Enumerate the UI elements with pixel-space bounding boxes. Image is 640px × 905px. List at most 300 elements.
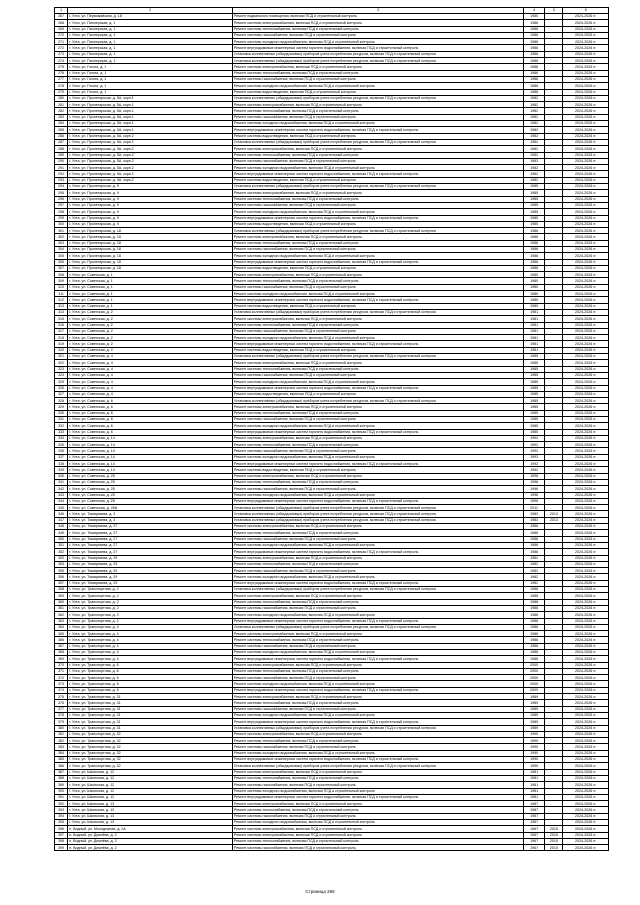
year-built-cell: 1996 <box>524 486 545 492</box>
address-cell: г. Ухта, ул. Пролетарская, д. 9 <box>68 209 233 215</box>
address-cell: г. Ухта, ул. Тимирязева, д. 29 <box>68 555 233 561</box>
row-number-cell: 272 <box>55 45 68 51</box>
year-built-cell: 1989 <box>524 706 545 712</box>
address-cell: г. Ухта, ул. Советская, д. 2 <box>68 347 233 353</box>
period-cell: 2024-2026 гг. <box>563 675 609 681</box>
row-number-cell: 312 <box>55 297 68 303</box>
address-cell: г. Ухта, ул. Советская, д. 6 <box>68 417 233 423</box>
row-number-cell: 366 <box>55 637 68 643</box>
address-cell: г. Ухта, ул. Транспортная, д. 2 <box>68 612 233 618</box>
work-type-cell: Ремонт системы теплоснабжения, включая ПСД и строительный контроль <box>232 442 523 448</box>
work-type-cell: Ремонт системы электроснабжения, включая ПСД и строительный контроль <box>232 234 523 240</box>
work-type-cell: Ремонт системы холодного водоснабжения, включая ПСД и строительный контроль <box>232 39 523 45</box>
row-number-cell: 297 <box>55 202 68 208</box>
address-cell: г. Ухта, ул. Советская, д. 4 <box>68 354 233 360</box>
address-cell: г. Ухта, ул. Советская, д. 14 <box>68 467 233 473</box>
address-cell: г. Ухта, ул. Советская, д. 14 <box>68 454 233 460</box>
year-built-cell: 1982 <box>524 114 545 120</box>
period-cell: 2024-2026 гг. <box>563 820 609 826</box>
work-type-cell: Ремонт системы теплоснабжения, включая ПСД и строительный контроль <box>232 738 523 744</box>
work-type-cell: Установка коллективных (общедомовых) приборов учета потребления ресурсов, включая ПСД и строительный контроль <box>232 58 523 64</box>
period-cell: 2024-2026 гг. <box>563 769 609 775</box>
row-number-cell: 298 <box>55 209 68 215</box>
address-cell: г. Ухта, ул. Советская, д. 4 <box>68 360 233 366</box>
work-type-cell: Ремонт системы газоснабжения, включая ПСД и строительный контроль <box>232 782 523 788</box>
row-number-cell: 316 <box>55 322 68 328</box>
row-number-cell: 368 <box>55 649 68 655</box>
year-built-cell: 1989 <box>524 700 545 706</box>
period-cell: 2024-2026 гг. <box>563 83 609 89</box>
period-cell: 2024-2026 гг. <box>563 95 609 101</box>
address-cell: г. Ухта, ул. Пролетарская, д. 9 <box>68 190 233 196</box>
address-cell: г. Ухта, ул. Транспортная, д. 31 <box>68 700 233 706</box>
year-built-cell: 1981 <box>524 788 545 794</box>
row-number-cell: 337 <box>55 454 68 460</box>
address-cell: г. Ухта, ул. Советская, д. 6 <box>68 398 233 404</box>
address-cell: г. Ухта, ул. Транспортная, д. 6 <box>68 681 233 687</box>
row-number-cell: 392 <box>55 801 68 807</box>
row-number-cell: 330 <box>55 410 68 416</box>
year-built-cell: 1982 <box>524 561 545 567</box>
row-number-cell: 294 <box>55 184 68 190</box>
period-cell: 2024-2026 гг. <box>563 152 609 158</box>
row-number-cell: 309 <box>55 278 68 284</box>
year-renovated-cell: 2013 <box>545 511 563 517</box>
period-cell: 2024-2026 гг. <box>563 423 609 429</box>
period-cell: 2024-2026 гг. <box>563 360 609 366</box>
row-number-cell: 296 <box>55 196 68 202</box>
work-type-cell: Ремонт системы теплоснабжения, включая ПСД и строительный контроль <box>232 152 523 158</box>
row-number-cell: 278 <box>55 83 68 89</box>
work-type-cell: Ремонт внутридомовых инженерных систем горячего водоснабжения, включая ПСД и строительный контроль <box>232 687 523 693</box>
address-cell: г. Ухта, ул. Транспортная, д. 2 <box>68 599 233 605</box>
year-built-cell: 1986 <box>524 631 545 637</box>
work-type-cell: Ремонт системы теплоснабжения, включая ПСД и строительный контроль <box>232 479 523 485</box>
row-number-cell: 328 <box>55 398 68 404</box>
address-cell: г. Ухта, ул. Транспортная, д. 32 <box>68 750 233 756</box>
work-type-cell: Ремонт системы электроснабжения, включая ПСД и строительный контроль <box>232 20 523 26</box>
work-type-cell: Ремонт системы электроснабжения, включая ПСД и строительный контроль <box>232 731 523 737</box>
work-type-cell: Ремонт внутридомовых инженерных систем горячего водоснабжения, включая ПСД и строительный контроль <box>232 580 523 586</box>
year-built-cell: 1980 <box>524 14 545 20</box>
header-cell-5: 5 <box>545 8 563 14</box>
row-number-cell: 356 <box>55 574 68 580</box>
work-type-cell: Ремонт системы холодного водоснабжения, включая ПСД и строительный контроль <box>232 612 523 618</box>
period-cell: 2024-2026 гг. <box>563 221 609 227</box>
header-cell-1: 1 <box>55 8 68 14</box>
period-cell: 2024-2026 гг. <box>563 687 609 693</box>
year-built-cell: 2000 <box>524 675 545 681</box>
year-built-cell: 1986 <box>524 253 545 259</box>
address-cell: г. Ухта, ул. Пионерская, д. 1 <box>68 45 233 51</box>
work-type-cell: Ремонт внутридомовых инженерных систем горячего водоснабжения, включая ПСД и строительный контроль <box>232 719 523 725</box>
year-built-cell: 1985 <box>524 404 545 410</box>
address-cell: г. Ухта, ул. Советская, д. 1 <box>68 278 233 284</box>
work-type-cell: Ремонт системы теплоснабжения, включая ПСД и строительный контроль <box>232 26 523 32</box>
row-number-cell: 351 <box>55 542 68 548</box>
work-type-cell: Ремонт системы теплоснабжения, включая ПСД и строительный контроль <box>232 668 523 674</box>
work-type-cell: Ремонт системы теплоснабжения, включая ПСД и строительный контроль <box>232 561 523 567</box>
year-built-cell: 1982 <box>524 108 545 114</box>
row-number-cell: 319 <box>55 341 68 347</box>
work-type-cell: Ремонт системы электроснабжения, включая ПСД и строительный контроль <box>232 64 523 70</box>
work-type-cell: Ремонт системы водоотведения, включая ПСД и строительный контроль <box>232 467 523 473</box>
period-cell: 2024-2026 гг. <box>563 750 609 756</box>
address-cell: г. Ухта, ул. Транспортная, д. 4 <box>68 624 233 630</box>
year-renovated-cell: 2015 <box>545 826 563 832</box>
year-built-cell: 1985 <box>524 429 545 435</box>
work-type-cell: Ремонт системы электроснабжения, включая ПСД и строительный контроль <box>232 435 523 441</box>
work-type-cell: Ремонт внутридомовых инженерных систем горячего водоснабжения, включая ПСД и строительный контроль <box>232 127 523 133</box>
period-cell: 2024-2026 гг. <box>563 284 609 290</box>
row-number-cell: 315 <box>55 316 68 322</box>
period-cell: 2024-2026 гг. <box>563 190 609 196</box>
work-type-cell: Ремонт системы холодного водоснабжения, включая ПСД и строительный контроль <box>232 165 523 171</box>
row-number-cell: 369 <box>55 656 68 662</box>
year-built-cell: 1986 <box>524 64 545 70</box>
table-row <box>55 845 609 851</box>
address-cell: г. Ухта, ул. Советская, д. 1 <box>68 297 233 303</box>
year-built-cell: 1990 <box>524 763 545 769</box>
period-cell: 2024-2026 гг. <box>563 448 609 454</box>
year-built-cell: 1986 <box>524 58 545 64</box>
period-cell: 2024-2026 гг. <box>563 114 609 120</box>
year-built-cell: 1990 <box>524 750 545 756</box>
row-number-cell: 282 <box>55 108 68 114</box>
year-built-cell: 1990 <box>524 757 545 763</box>
address-cell: г. Ухта, ул. Тимирязева, д. 27 <box>68 536 233 542</box>
period-cell: 2024-2026 гг. <box>563 637 609 643</box>
period-cell: 2024-2026 гг. <box>563 20 609 26</box>
period-cell: 2024-2026 гг. <box>563 335 609 341</box>
address-cell: п. Водный, ул. Дежнёва, д. 2 <box>68 838 233 844</box>
work-type-cell: Ремонт внутридомовых инженерных систем горячего водоснабжения, включая ПСД и строительный контроль <box>232 259 523 265</box>
year-built-cell: 1980 <box>524 272 545 278</box>
row-number-cell: 340 <box>55 473 68 479</box>
address-cell: г. Ухта, ул. Школьная, д. 12 <box>68 794 233 800</box>
address-cell: г. Ухта, ул. Советская, д. 2 <box>68 309 233 315</box>
row-number-cell: 300 <box>55 221 68 227</box>
year-built-cell: 1996 <box>524 492 545 498</box>
period-cell: 2024-2026 гг. <box>563 417 609 423</box>
address-cell: г. Ухта, ул. Советская, д. 2 <box>68 341 233 347</box>
row-number-cell: 387 <box>55 769 68 775</box>
period-cell: 2024-2026 гг. <box>563 158 609 164</box>
address-cell: г. Ухта, ул. Советская, д. 14 <box>68 442 233 448</box>
address-cell: г. Ухта, ул. Советская, д. 25 <box>68 498 233 504</box>
row-number-cell: 364 <box>55 624 68 630</box>
row-number-cell: 397 <box>55 832 68 838</box>
year-built-cell: 1982 <box>524 171 545 177</box>
row-number-cell: 344 <box>55 498 68 504</box>
address-cell: г. Ухта, ул. Школьная, д. 13 <box>68 813 233 819</box>
row-number-cell: 267 <box>55 14 68 20</box>
row-number-cell: 376 <box>55 700 68 706</box>
work-type-cell: Ремонт системы газоснабжения, включая ПСД и строительный контроль <box>232 744 523 750</box>
work-type-cell: Установка коллективных (общедомовых) приборов учета потребления ресурсов, включая ПСД и строительный контроль <box>232 228 523 234</box>
period-cell: 2024-2026 гг. <box>563 568 609 574</box>
work-type-cell: Ремонт системы холодного водоснабжения, включая ПСД и строительный контроль <box>232 83 523 89</box>
row-number-cell: 310 <box>55 284 68 290</box>
period-cell: 2024-2026 гг. <box>563 744 609 750</box>
period-cell: 2024-2026 гг. <box>563 354 609 360</box>
address-cell: г. Ухта, ул. Транспортная, д. 32 <box>68 763 233 769</box>
work-type-cell: Ремонт системы теплоснабжения, включая ПСД и строительный контроль <box>232 196 523 202</box>
year-built-cell: 1985 <box>524 215 545 221</box>
work-type-cell: Ремонт внутридомовых инженерных систем горячего водоснабжения, включая ПСД и строительный контроль <box>232 549 523 555</box>
address-cell: г. Ухта, ул. Пролетарская, д. 5А, корп.2 <box>68 177 233 183</box>
period-cell: 2024-2026 гг. <box>563 442 609 448</box>
row-number-cell: 323 <box>55 366 68 372</box>
row-number-cell: 317 <box>55 328 68 334</box>
work-type-cell: Ремонт системы водоотведения, включая ПСД и строительный контроль <box>232 89 523 95</box>
work-type-cell: Ремонт системы теплоснабжения, включая ПСД и строительный контроль <box>232 240 523 246</box>
period-cell: 2024-2026 гг. <box>563 127 609 133</box>
address-cell: г. Ухта, ул. Транспортная, д. 31 <box>68 706 233 712</box>
year-built-cell: 1988 <box>524 612 545 618</box>
period-cell: 2024-2026 гг. <box>563 379 609 385</box>
work-type-cell: Ремонт системы газоснабжения, включая ПСД и строительный контроль <box>232 328 523 334</box>
address-cell: г. Ухта, ул. Транспортная, д. 31 <box>68 694 233 700</box>
address-cell: г. Ухта, ул. Советская, д. 1 <box>68 284 233 290</box>
page-number: Страница 258 <box>305 889 335 894</box>
year-built-cell: 1985 <box>524 417 545 423</box>
row-number-cell: 305 <box>55 253 68 259</box>
address-cell: г. Ухта, ул. Транспортная, д. 2 <box>68 593 233 599</box>
year-built-cell: 1986 <box>524 76 545 82</box>
year-built-cell: 1986 <box>524 542 545 548</box>
address-cell: г. Ухта, ул. Транспортная, д. 32 <box>68 731 233 737</box>
address-cell: г. Ухта, ул. Пионерская, д. 1 <box>68 58 233 64</box>
year-built-cell: 1982 <box>524 165 545 171</box>
year-built-cell: 1988 <box>524 605 545 611</box>
row-number-cell: 293 <box>55 177 68 183</box>
work-type-cell: Ремонт системы водоотведения, включая ПСД и строительный контроль <box>232 133 523 139</box>
address-cell: г. Ухта, ул. Пролетарская, д. 18 <box>68 265 233 271</box>
address-cell: г. Ухта, ул. Пролетарская, д. 5А, корп.2 <box>68 139 233 145</box>
row-number-cell: 336 <box>55 448 68 454</box>
work-type-cell: Ремонт системы газоснабжения, включая ПСД и строительный контроль <box>232 568 523 574</box>
year-built-cell: 1992 <box>524 467 545 473</box>
work-type-cell: Ремонт системы электроснабжения, включая ПСД и строительный контроль <box>232 769 523 775</box>
address-cell: г. Ухта, ул. Транспортная, д. 31 <box>68 719 233 725</box>
row-number-cell: 382 <box>55 738 68 744</box>
work-type-cell: Ремонт системы холодного водоснабжения, включая ПСД и строительный контроль <box>232 681 523 687</box>
row-number-cell: 332 <box>55 423 68 429</box>
year-built-cell: 1985 <box>524 190 545 196</box>
period-cell: 2024-2026 гг. <box>563 297 609 303</box>
period-cell: 2024-2026 гг. <box>563 435 609 441</box>
period-cell: 2024-2026 гг. <box>563 76 609 82</box>
row-number-cell: 334 <box>55 435 68 441</box>
row-number-cell: 318 <box>55 335 68 341</box>
year-built-cell: 1981 <box>524 769 545 775</box>
period-cell: 2024-2026 гг. <box>563 461 609 467</box>
year-built-cell: 1986 <box>524 246 545 252</box>
row-number-cell: 277 <box>55 76 68 82</box>
row-number-cell: 274 <box>55 58 68 64</box>
period-cell: 2024-2026 гг. <box>563 712 609 718</box>
period-cell: 2024-2026 гг. <box>563 89 609 95</box>
row-number-cell: 381 <box>55 731 68 737</box>
period-cell: 2024-2026 гг. <box>563 826 609 832</box>
work-type-cell: Установка коллективных (общедомовых) приборов учета потребления ресурсов, включая ПСД и строительный контроль <box>232 517 523 523</box>
row-number-cell: 363 <box>55 618 68 624</box>
address-cell: г. Ухта, ул. Тимирязева, д. 27 <box>68 530 233 536</box>
work-type-cell: Ремонт системы электроснабжения, включая ПСД и строительный контроль <box>232 524 523 530</box>
row-number-cell: 304 <box>55 246 68 252</box>
work-type-cell: Ремонт системы электроснабжения, включая ПСД и строительный контроль <box>232 272 523 278</box>
row-number-cell: 308 <box>55 272 68 278</box>
period-cell: 2024-2026 гг. <box>563 845 609 851</box>
year-built-cell: 1986 <box>524 51 545 57</box>
year-built-cell: 1967 <box>524 832 545 838</box>
year-built-cell: 1982 <box>524 555 545 561</box>
row-number-cell: 339 <box>55 467 68 473</box>
work-type-cell: Ремонт внутридомовых инженерных систем горячего водоснабжения, включая ПСД и строительный контроль <box>232 656 523 662</box>
row-number-cell: 302 <box>55 234 68 240</box>
year-built-cell: 1985 <box>524 360 545 366</box>
address-cell: г. Ухта, ул. Транспортная, д. 4 <box>68 631 233 637</box>
year-built-cell: 1986 <box>524 26 545 32</box>
row-number-cell: 365 <box>55 631 68 637</box>
year-built-cell: 1987 <box>524 813 545 819</box>
period-cell: 2024-2026 гг. <box>563 498 609 504</box>
header-cell-3: 3 <box>232 8 523 14</box>
period-cell: 2024-2026 гг. <box>563 524 609 530</box>
row-number-cell: 268 <box>55 20 68 26</box>
year-built-cell: 1986 <box>524 637 545 643</box>
year-built-cell: 1980 <box>524 303 545 309</box>
row-number-cell: 273 <box>55 51 68 57</box>
year-built-cell: 1989 <box>524 719 545 725</box>
year-built-cell: 1985 <box>524 423 545 429</box>
work-type-cell: Ремонт системы электроснабжения, включая ПСД и строительный контроль <box>232 662 523 668</box>
header-cell-6: 6 <box>563 8 609 14</box>
address-cell: г. Ухта, ул. Пролетарская, д. 18 <box>68 246 233 252</box>
period-cell: 2024-2026 гг. <box>563 253 609 259</box>
address-cell: г. Ухта, ул. Пролетарская, д. 5А, корп.1 <box>68 121 233 127</box>
period-cell: 2024-2026 гг. <box>563 668 609 674</box>
year-built-cell: 1987 <box>524 820 545 826</box>
period-cell: 2024-2026 гг. <box>563 694 609 700</box>
year-built-cell: 1989 <box>524 712 545 718</box>
row-number-cell: 321 <box>55 354 68 360</box>
period-cell: 2024-2026 гг. <box>563 479 609 485</box>
row-number-cell: 371 <box>55 668 68 674</box>
year-built-cell: 1986 <box>524 656 545 662</box>
period-cell: 2024-2026 гг. <box>563 385 609 391</box>
period-cell: 2024-2026 гг. <box>563 70 609 76</box>
address-cell: г. Ухта, ул. Транспортная, д. 32 <box>68 744 233 750</box>
work-type-cell: Установка коллективных (общедомовых) приборов учета потребления ресурсов, включая ПСД и строительный контроль <box>232 624 523 630</box>
address-cell: г. Ухта, ул. Гоголя, д. 1 <box>68 83 233 89</box>
work-type-cell: Ремонт системы электроснабжения, включая ПСД и строительный контроль <box>232 102 523 108</box>
address-cell: г. Ухта, ул. Пролетарская, д. 5А, корп.2 <box>68 133 233 139</box>
work-type-cell: Ремонт системы электроснабжения, включая ПСД и строительный контроль <box>232 694 523 700</box>
year-built-cell: 1985 <box>524 221 545 227</box>
address-cell: г. Ухта, ул. Советская, д. 6 <box>68 423 233 429</box>
row-number-cell: 301 <box>55 228 68 234</box>
year-built-cell: 1982 <box>524 158 545 164</box>
row-number-cell: 349 <box>55 530 68 536</box>
address-cell: г. Ухта, ул. Гоголя, д. 1 <box>68 89 233 95</box>
address-cell: г. Ухта, ул. Советская, д. 25 <box>68 486 233 492</box>
address-cell: г. Ухта, ул. Пролетарская, д. 9 <box>68 221 233 227</box>
period-cell: 2024-2026 гг. <box>563 45 609 51</box>
row-number-cell: 389 <box>55 782 68 788</box>
period-cell: 2024-2026 гг. <box>563 517 609 523</box>
address-cell: г. Ухта, ул. Советская, д. 14 <box>68 461 233 467</box>
address-cell: г. Ухта, ул. Гоголя, д. 1 <box>68 70 233 76</box>
work-type-cell: Ремонт внутридомовых инженерных систем горячего водоснабжения, включая ПСД и строительный контроль <box>232 429 523 435</box>
period-cell: 2024-2026 гг. <box>563 215 609 221</box>
work-type-cell: Ремонт системы газоснабжения, включая ПСД и строительный контроль <box>232 158 523 164</box>
work-type-cell: Ремонт системы теплоснабжения, включая ПСД и строительный контроль <box>232 530 523 536</box>
work-type-cell: Ремонт внутридомовых инженерных систем горячего водоснабжения, включая ПСД и строительный контроль <box>232 215 523 221</box>
work-type-cell: Ремонт системы газоснабжения, включая ПСД и строительный контроль <box>232 643 523 649</box>
year-built-cell: 1986 <box>524 643 545 649</box>
work-type-cell: Ремонт системы теплоснабжения, включая ПСД и строительный контроль <box>232 322 523 328</box>
year-built-cell: 1989 <box>524 725 545 731</box>
period-cell: 2024-2026 гг. <box>563 624 609 630</box>
period-cell: 2024-2026 гг. <box>563 700 609 706</box>
year-built-cell: 1985 <box>524 391 545 397</box>
year-built-cell: 2000 <box>524 681 545 687</box>
period-cell: 2024-2026 гг. <box>563 240 609 246</box>
period-cell: 2024-2026 гг. <box>563 234 609 240</box>
address-cell: г. Ухта, ул. Транспортная, д. 4 <box>68 643 233 649</box>
year-built-cell: 1981 <box>524 322 545 328</box>
work-type-cell: Ремонт системы теплоснабжения, включая ПСД и строительный контроль <box>232 807 523 813</box>
year-built-cell: 1985 <box>524 366 545 372</box>
work-type-cell: Ремонт системы газоснабжения, включая ПСД и строительный контроль <box>232 486 523 492</box>
address-cell: г. Ухта, ул. Гоголя, д. 1 <box>68 64 233 70</box>
period-cell: 2024-2026 гг. <box>563 139 609 145</box>
year-built-cell: 1981 <box>524 782 545 788</box>
work-type-cell: Ремонт системы холодного водоснабжения, включая ПСД и строительный контроль <box>232 253 523 259</box>
year-built-cell: 1986 <box>524 228 545 234</box>
year-built-cell: 1992 <box>524 461 545 467</box>
work-type-cell: Ремонт системы холодного водоснабжения, включая ПСД и строительный контроль <box>232 649 523 655</box>
work-type-cell: Ремонт внутридомовых инженерных систем горячего водоснабжения, включая ПСД и строительный контроль <box>232 461 523 467</box>
period-cell: 2024-2026 гг. <box>563 536 609 542</box>
work-type-cell: Ремонт системы теплоснабжения, включая ПСД и строительный контроль <box>232 366 523 372</box>
address-cell: г. Ухта, ул. Советская, д. 4 <box>68 391 233 397</box>
address-cell: г. Ухта, ул. Школьная, д. 13 <box>68 820 233 826</box>
address-cell: п. Водный, ул. Дежнёва, д. 2 <box>68 845 233 851</box>
work-type-cell: Ремонт системы холодного водоснабжения, включая ПСД и строительный контроль <box>232 492 523 498</box>
period-cell: 2024-2026 гг. <box>563 662 609 668</box>
year-built-cell: 1982 <box>524 146 545 152</box>
year-built-cell: 1996 <box>524 473 545 479</box>
year-built-cell: 1982 <box>524 580 545 586</box>
work-type-cell: Ремонт системы водоотведения, включая ПСД и строительный контроль <box>232 391 523 397</box>
work-type-cell: Ремонт системы электроснабжения, включая ПСД и строительный контроль <box>232 404 523 410</box>
year-built-cell: 1981 <box>524 309 545 315</box>
address-cell: г. Ухта, ул. Пионерская, д. 1 <box>68 26 233 32</box>
address-cell: г. Ухта, ул. Советская, д. 1 <box>68 303 233 309</box>
address-cell: г. Ухта, ул. Пионерская, д. 1 <box>68 51 233 57</box>
year-renovated-cell: 2015 <box>545 838 563 844</box>
row-number-cell: 342 <box>55 486 68 492</box>
period-cell: 2024-2026 гг. <box>563 404 609 410</box>
work-type-cell: Ремонт системы газоснабжения, включая ПСД и строительный контроль <box>232 32 523 38</box>
year-built-cell: 1986 <box>524 83 545 89</box>
address-cell: г. Ухта, ул. Советская, д. 25А <box>68 505 233 511</box>
period-cell: 2024-2026 гг. <box>563 599 609 605</box>
year-built-cell: 1986 <box>524 624 545 630</box>
